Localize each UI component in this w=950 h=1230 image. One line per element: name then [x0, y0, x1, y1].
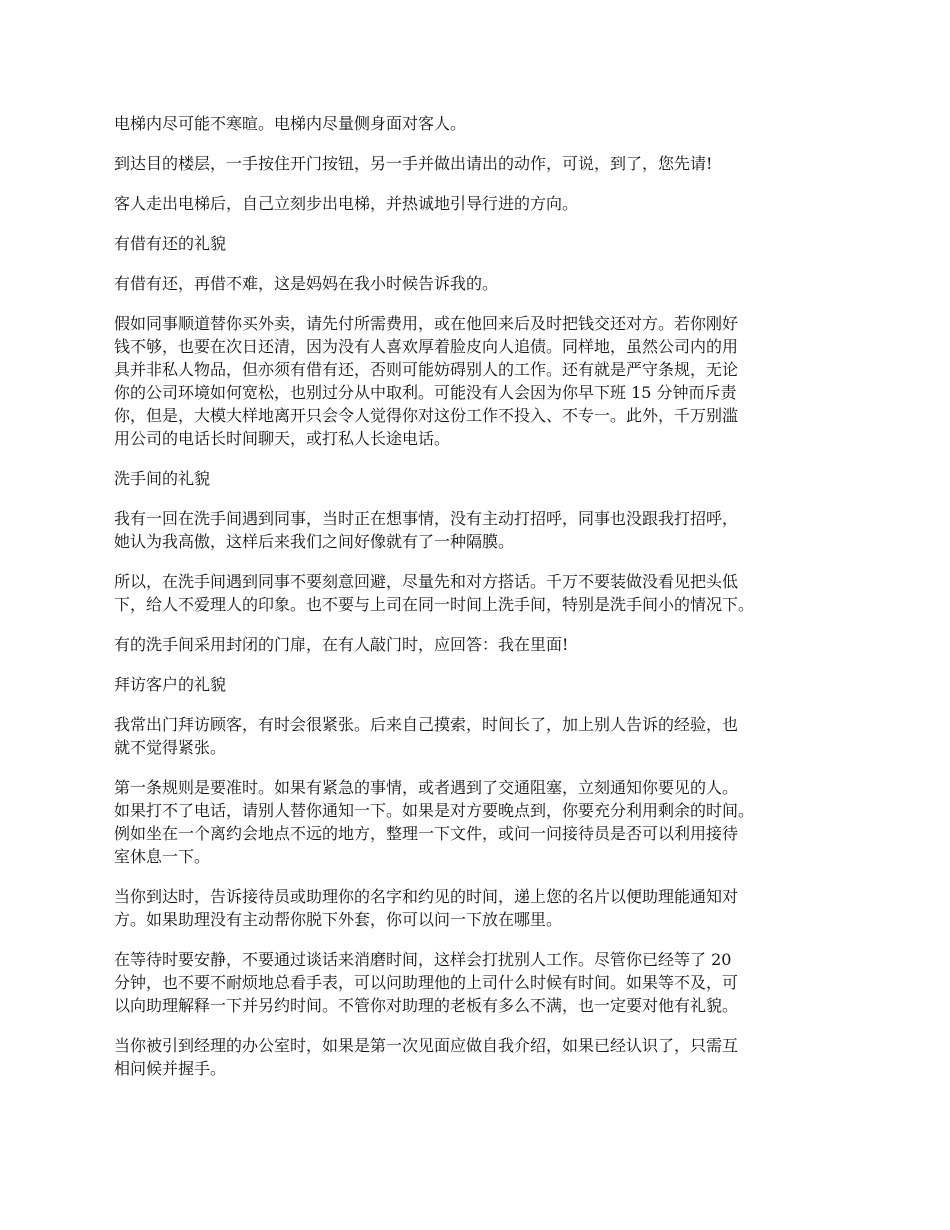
paragraph: 客人走出电梯后，自己立刻步出电梯，并热诚地引导行进的方向。	[114, 194, 579, 213]
paragraph: 当你到达时，告诉接待员或助理你的名字和约见的时间，递上您的名片以便助理能通知对 方。如果助理没有主动帮你脱下外套，你可以问一下放在哪里。	[114, 887, 739, 929]
section-heading: 洗手间的礼貌	[114, 469, 211, 488]
section-heading: 拜访客户的礼貌	[114, 675, 227, 694]
paragraph: 我常出门拜访顾客，有时会很紧张。后来自己摸索，时间长了，加上别人告诉的经验，也 就不觉得紧张。	[114, 715, 739, 757]
paragraph: 到达目的楼层，一手按住开门按钮，另一手并做出请出的动作，可说，到了，您先请!	[114, 154, 713, 173]
paragraph: 有的洗手间采用封闭的门扉，在有人敲门时，应回答：我在里面!	[114, 635, 569, 654]
paragraph: 有借有还，再借不难，这是妈妈在我小时候告诉我的。	[114, 274, 499, 293]
section-heading: 有借有还的礼貌	[114, 234, 227, 253]
paragraph: 假如同事顺道替你买外卖，请先付所需费用，或在他回来后及时把钱交还对方。若你刚好 钱不够，也要在次日还清，因为没有人喜欢厚着脸皮向人追债。同样地，虽然公司内的用 具并非私人物品，但亦须有借有还，否则可能妨碍别人的工作。还有就是严守条规，无论 你的公司环境如何宽松，也别过分从中取利。可能没有人会因为你早下班 15 分钟而斥责 你，但是，大模大样地离开只会令人觉得你对这份工作不投入、不专一。此外，千万别滥 用公司的电话长时间聊天，或打私人长途电话。	[114, 314, 739, 448]
paragraph: 我有一回在洗手间遇到同事，当时正在想事情，没有主动打招呼，同事也没跟我打招呼， 她认为我高傲，这样后来我们之间好像就有了一种隔膜。	[114, 509, 739, 551]
paragraph: 第一条规则是要准时。如果有紧急的事情，或者遇到了交通阻塞，立刻通知你要见的人。 如果打不了电话，请别人替你通知一下。如果是对方要晚点到，你要充分利用剩余的时间。 例如坐在一个离约会地点不远的地方，整理一下文件，或问一问接待员是否可以利用接待 室休息一下。	[114, 778, 755, 866]
paragraph: 所以，在洗手间遇到同事不要刻意回避，尽量先和对方搭话。千万不要装做没看见把头低 下，给人不爱理人的印象。也不要与上司在同一时间上洗手间，特别是洗手间小的情况下。	[114, 572, 755, 614]
paragraph: 在等待时要安静，不要通过谈话来消磨时间，这样会打扰别人工作。尽管你已经等了 20 分钟，也不要不耐烦地总看手表，可以问助理他的上司什么时候有时间。如果等不及，可 以向助理解释一下并另约时间。不管你对助理的老板有多么不满，也一定要对他有礼貌。	[114, 950, 739, 1015]
paragraph: 电梯内尽可能不寒暄。电梯内尽量侧身面对客人。	[114, 114, 467, 133]
document-body	[114, 112, 844, 1097]
paragraph: 当你被引到经理的办公室时，如果是第一次见面应做自我介绍，如果已经认识了，只需互 相问候并握手。	[114, 1036, 739, 1078]
